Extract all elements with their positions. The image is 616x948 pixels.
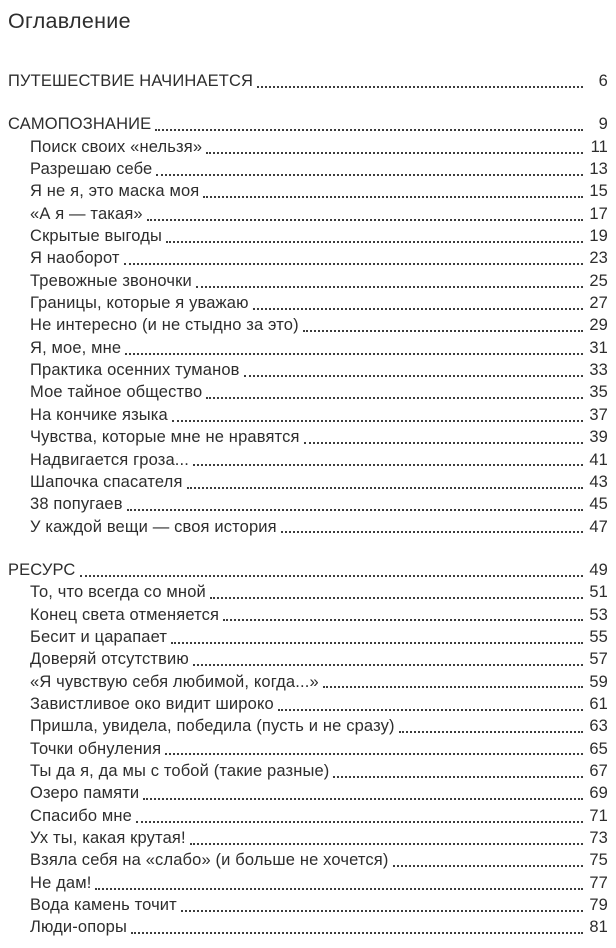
toc-entry-label: РЕСУРС — [8, 560, 76, 579]
toc-entry-label: Разрешаю себе — [30, 160, 153, 179]
dot-leader — [166, 241, 583, 243]
toc — [8, 70, 608, 939]
toc-page-number: 71 — [589, 806, 608, 825]
toc-entry-label: Озеро памяти — [30, 784, 140, 803]
dot-leader — [206, 152, 583, 154]
toc-entry-row — [30, 314, 608, 336]
toc-page-number: 6 — [598, 72, 608, 90]
toc-entry-label: Ты да я, да мы с тобой (такие разные) — [30, 761, 330, 780]
toc-page-number: 41 — [589, 450, 608, 469]
toc-page-number: 15 — [589, 182, 608, 201]
dot-leader — [193, 464, 583, 466]
toc-page-number: 49 — [589, 560, 608, 579]
toc-entry-label: Люди-опоры — [30, 918, 128, 937]
toc-entry-label: Границы, которые я уважаю — [30, 294, 249, 313]
toc-entry-label: Мое тайное общество — [30, 383, 203, 402]
toc-page-number: 65 — [589, 739, 608, 758]
toc-page-number: 61 — [589, 694, 608, 713]
dot-leader — [127, 509, 583, 511]
toc-entry-label: Шапочка спасателя — [30, 472, 183, 491]
toc-entry-row — [30, 471, 608, 493]
toc-entry-row — [30, 359, 608, 381]
toc-entry-label: Бесит и царапает — [30, 627, 168, 646]
toc-entry-label: То, что всегда со мной — [30, 583, 206, 602]
toc-entry-label: Тревожные звоночки — [30, 271, 192, 290]
dot-leader — [187, 487, 583, 489]
toc-page-number: 29 — [589, 316, 608, 335]
toc-entry-label: Я наоборот — [30, 249, 120, 268]
dot-leader — [125, 353, 583, 355]
dot-leader — [203, 196, 583, 198]
toc-entry-row — [30, 516, 608, 538]
toc-entry-label: Ух ты, какая крутая! — [30, 829, 186, 847]
dot-leader — [244, 375, 583, 377]
toc-entry-label: Завистливое око видит широко — [30, 694, 274, 713]
toc-page-number: 25 — [589, 271, 608, 290]
dot-leader — [193, 664, 583, 666]
toc-entry-label: Не интересно (и не стыдно за это) — [30, 316, 299, 335]
toc-entry-row — [30, 872, 608, 894]
toc-page-number: 27 — [589, 294, 608, 313]
dot-leader — [323, 686, 583, 688]
toc-page-number: 77 — [589, 873, 608, 892]
dot-leader — [172, 420, 583, 422]
toc-entry-row — [30, 738, 608, 760]
toc-entry-label: Пришла, увидела, победила (пусть и не сразу) — [30, 717, 395, 736]
toc-page-number: 37 — [589, 405, 608, 424]
toc-entry-row — [30, 760, 608, 782]
toc-entry-row — [30, 493, 608, 515]
toc-page-number: 43 — [589, 472, 608, 491]
toc-entry-row — [30, 449, 608, 471]
dot-leader — [165, 753, 583, 755]
dot-leader — [253, 308, 583, 310]
toc-entry-row — [30, 715, 608, 737]
toc-entry-label: «Я чувствую себя любимой, когда...» — [30, 672, 319, 691]
dot-leader — [257, 86, 583, 88]
toc-entry-label: «А я — такая» — [30, 204, 143, 223]
dot-leader — [124, 263, 583, 265]
dot-leader — [131, 932, 583, 934]
toc-page-number: 11 — [590, 137, 608, 156]
toc-section-header-row — [8, 113, 608, 135]
toc-page-number: 47 — [589, 517, 608, 536]
toc-page-number: 33 — [589, 361, 608, 380]
toc-entry-row — [30, 581, 608, 603]
dot-leader — [399, 731, 583, 733]
toc-page-number: 13 — [589, 160, 608, 179]
toc-section-items — [8, 136, 608, 538]
dot-leader — [281, 531, 583, 533]
toc-entry-row — [30, 337, 608, 359]
toc-section — [8, 70, 608, 92]
toc-entry-row — [30, 604, 608, 626]
toc-section-header-row — [8, 70, 608, 92]
dot-leader — [156, 174, 583, 176]
toc-entry-row — [30, 693, 608, 715]
toc-entry-label: Точки обнуления — [30, 739, 162, 758]
toc-page-number: 59 — [589, 672, 608, 691]
toc-page-number: 57 — [589, 650, 608, 669]
toc-entry-label: Поиск своих «нельзя» — [30, 137, 203, 156]
toc-page-number: 39 — [589, 428, 608, 447]
toc-entry-row — [30, 894, 608, 916]
dot-leader — [210, 597, 583, 599]
toc-entry-row — [30, 671, 608, 693]
toc-entry-row — [30, 626, 608, 648]
toc-entry-row — [30, 805, 608, 827]
toc-page-number: 75 — [589, 851, 608, 870]
toc-page-number: 53 — [589, 605, 608, 624]
toc-entry-label: Не дам! — [30, 873, 92, 892]
toc-entry-label: Я, мое, мне — [30, 338, 122, 357]
toc-entry-label: На кончике языка — [30, 405, 168, 424]
toc-entry-label: 38 попугаев — [30, 495, 123, 514]
toc-page-number: 63 — [589, 717, 608, 736]
toc-section — [8, 113, 608, 538]
toc-page-number: 55 — [589, 627, 608, 646]
toc-entry-row — [30, 158, 608, 180]
toc-entry-row — [30, 849, 608, 871]
toc-entry-label: Взяла себя на «слабо» (и больше не хочется) — [30, 851, 389, 870]
toc-page-number: 69 — [589, 784, 608, 803]
dot-leader — [190, 843, 583, 845]
toc-entry-row — [30, 292, 608, 314]
dot-leader — [303, 330, 583, 332]
toc-page-number: 51 — [589, 583, 608, 602]
dot-leader — [393, 865, 584, 867]
toc-page-number: 79 — [589, 896, 608, 915]
toc-entry-label: Доверяй отсутствию — [30, 650, 189, 669]
dot-leader — [80, 575, 584, 577]
toc-page-number: 67 — [589, 761, 608, 780]
toc-entry-label: ПУТЕШЕСТВИЕ НАЧИНАЕТСЯ — [8, 72, 254, 90]
toc-page-number: 19 — [589, 227, 608, 246]
toc-entry-row — [30, 247, 608, 269]
toc-entry-row — [30, 180, 608, 202]
toc-entry-label: Конец света отменяется — [30, 605, 220, 624]
toc-page-number: 31 — [589, 338, 608, 357]
dot-leader — [333, 776, 583, 778]
toc-entry-row — [30, 225, 608, 247]
toc-page-number: 81 — [589, 918, 608, 937]
dot-leader — [223, 619, 583, 621]
toc-entry-row — [30, 203, 608, 225]
dot-leader — [95, 888, 583, 890]
toc-entry-label: Спасибо мне — [30, 806, 132, 825]
toc-section — [8, 559, 608, 939]
dot-leader — [136, 821, 583, 823]
toc-page-number: 17 — [589, 204, 608, 223]
dot-leader — [143, 798, 583, 800]
dot-leader — [278, 709, 583, 711]
toc-entry-label: Я не я, это маска моя — [30, 182, 200, 201]
toc-page-number: 73 — [589, 829, 608, 847]
toc-entry-label: У каждой вещи — своя история — [30, 517, 277, 536]
toc-entry-label: Скрытые выгоды — [30, 227, 163, 246]
dot-leader — [155, 129, 583, 131]
dot-leader — [196, 286, 583, 288]
toc-entry-row — [30, 404, 608, 426]
toc-entry-row — [30, 136, 608, 158]
toc-entry-label: Надвигается гроза... — [30, 450, 189, 469]
toc-page-number: 35 — [589, 383, 608, 402]
toc-section-items — [8, 581, 608, 939]
toc-entry-row — [30, 916, 608, 938]
toc-entry-row — [30, 648, 608, 670]
toc-entry-label: Практика осенних туманов — [30, 361, 240, 380]
dot-leader — [304, 442, 583, 444]
toc-entry-row — [30, 270, 608, 292]
toc-entry-row — [30, 381, 608, 403]
dot-leader — [206, 397, 583, 399]
toc-entry-label: Вода камень точит — [30, 896, 177, 915]
dot-leader — [181, 910, 583, 912]
toc-entry-row — [30, 827, 608, 849]
toc-section-header-row — [8, 559, 608, 581]
toc-entry-row — [30, 426, 608, 448]
dot-leader — [147, 219, 583, 221]
toc-entry-label: САМОПОЗНАНИЕ — [8, 115, 152, 134]
toc-entry-label: Чувства, которые мне не нравятся — [30, 428, 300, 447]
page-title: Оглавление — [8, 9, 131, 33]
toc-entry-row — [30, 782, 608, 804]
toc-page-number: 23 — [589, 249, 608, 268]
toc-page-number: 45 — [589, 495, 608, 514]
toc-page-number: 9 — [598, 115, 608, 134]
dot-leader — [171, 642, 583, 644]
